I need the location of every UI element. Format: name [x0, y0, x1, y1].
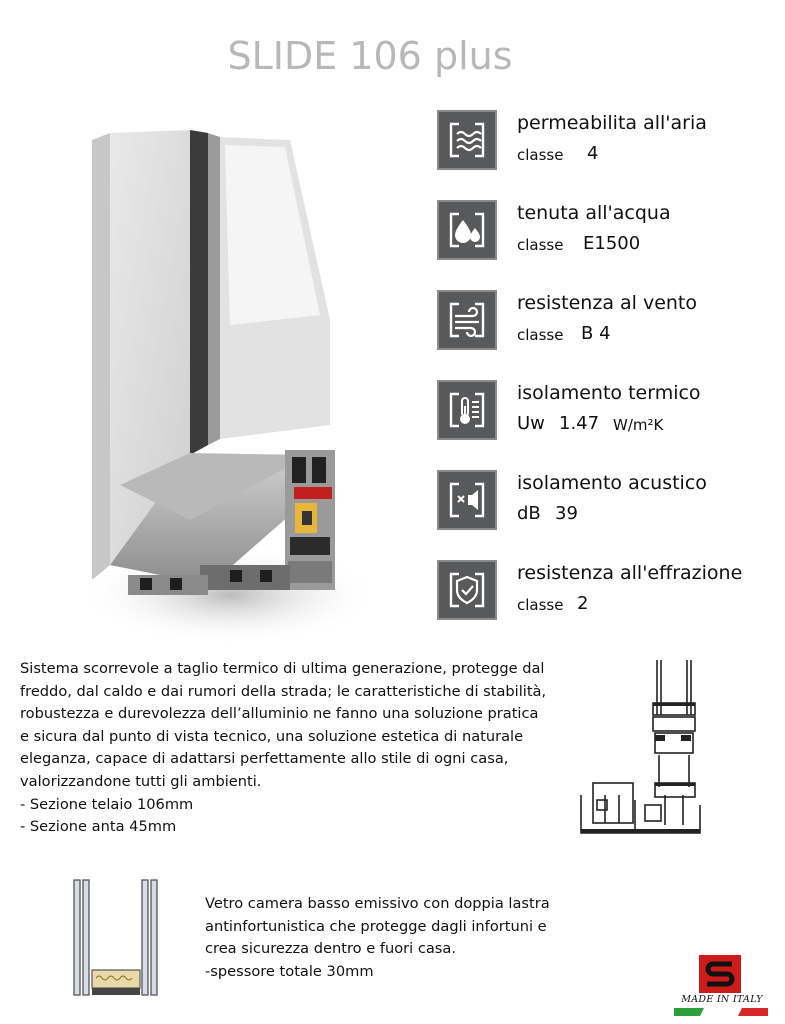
glass-line: antinfortunistica che protegge dagli infortuni e: [205, 917, 547, 935]
shield-icon: [437, 560, 497, 620]
feature-wind-resistance: [437, 290, 777, 352]
wind-icon: [437, 290, 497, 350]
feature-label: classe: [517, 326, 564, 344]
glass-line: Vetro camera basso emissivo con doppia lastra: [205, 895, 550, 912]
glass-section-drawing: [72, 878, 162, 998]
feature-value: 2: [577, 593, 589, 614]
feature-title: isolamento termico: [517, 382, 701, 404]
profile-section-drawing: [575, 655, 715, 845]
glass-line: -spessore totale 30mm: [205, 962, 374, 980]
glass-description: [205, 893, 575, 983]
feature-title: resistenza all'effrazione: [517, 562, 743, 584]
feature-value: 1.47: [559, 413, 600, 434]
description-text: Sistema scorrevole a taglio termico di ultima generazione, protegge dal freddo, dal caldo e dai rumori della strada; le caratteristiche di stabilità, robustezza e durevolezza dell’alluminio ne fanno una soluzione pratica e sicura dal punto di vista tecnico, una soluzione estetica di naturale eleganza, capace di adattarsi perfettamente allo stile di ogni casa, valorizzandone tutti gli ambienti.: [20, 660, 547, 790]
description-bullet: - Sezione anta 45mm: [20, 818, 177, 836]
feature-title: resistenza al vento: [517, 292, 698, 314]
feature-label: classe: [517, 146, 564, 164]
feature-value: E1500: [583, 233, 641, 254]
product-description: [20, 658, 550, 839]
feature-value: 4: [587, 143, 599, 164]
glass-line: crea sicurezza dentro e fuori casa.: [205, 940, 456, 958]
feature-air-permeability: [437, 110, 777, 172]
feature-value: 39: [555, 503, 578, 524]
feature-value: B 4: [581, 323, 611, 344]
feature-title: isolamento acustico: [517, 472, 707, 494]
feature-unit: W/m²K: [613, 416, 664, 434]
feature-acoustic-insulation: [437, 470, 777, 532]
feature-title: permeabilita all'aria: [517, 112, 707, 134]
flag-red-bar: [738, 1008, 768, 1016]
thermometer-icon: [437, 380, 497, 440]
window-profile-image: [80, 125, 380, 645]
speaker-mute-icon: [437, 470, 497, 530]
feature-label: classe: [517, 596, 564, 614]
description-bullet: - Sezione telaio 106mm: [20, 795, 194, 813]
logo-s-icon: [699, 955, 741, 993]
feature-burglar-resistance: [437, 560, 777, 622]
water-drop-icon: [437, 200, 497, 260]
feature-thermal-insulation: [437, 380, 777, 442]
feature-title: tenuta all'acqua: [517, 202, 671, 224]
air-permeability-icon: [437, 110, 497, 170]
logo-text: MADE IN ITALY: [681, 994, 763, 1005]
feature-label: Uw: [517, 413, 545, 434]
made-in-italy-logo: [672, 955, 772, 1019]
page-title: SLIDE 106 plus: [227, 34, 513, 78]
feature-label: dB: [517, 503, 541, 524]
feature-label: classe: [517, 236, 564, 254]
feature-water-tightness: [437, 200, 777, 262]
flag-green-bar: [674, 1008, 704, 1016]
